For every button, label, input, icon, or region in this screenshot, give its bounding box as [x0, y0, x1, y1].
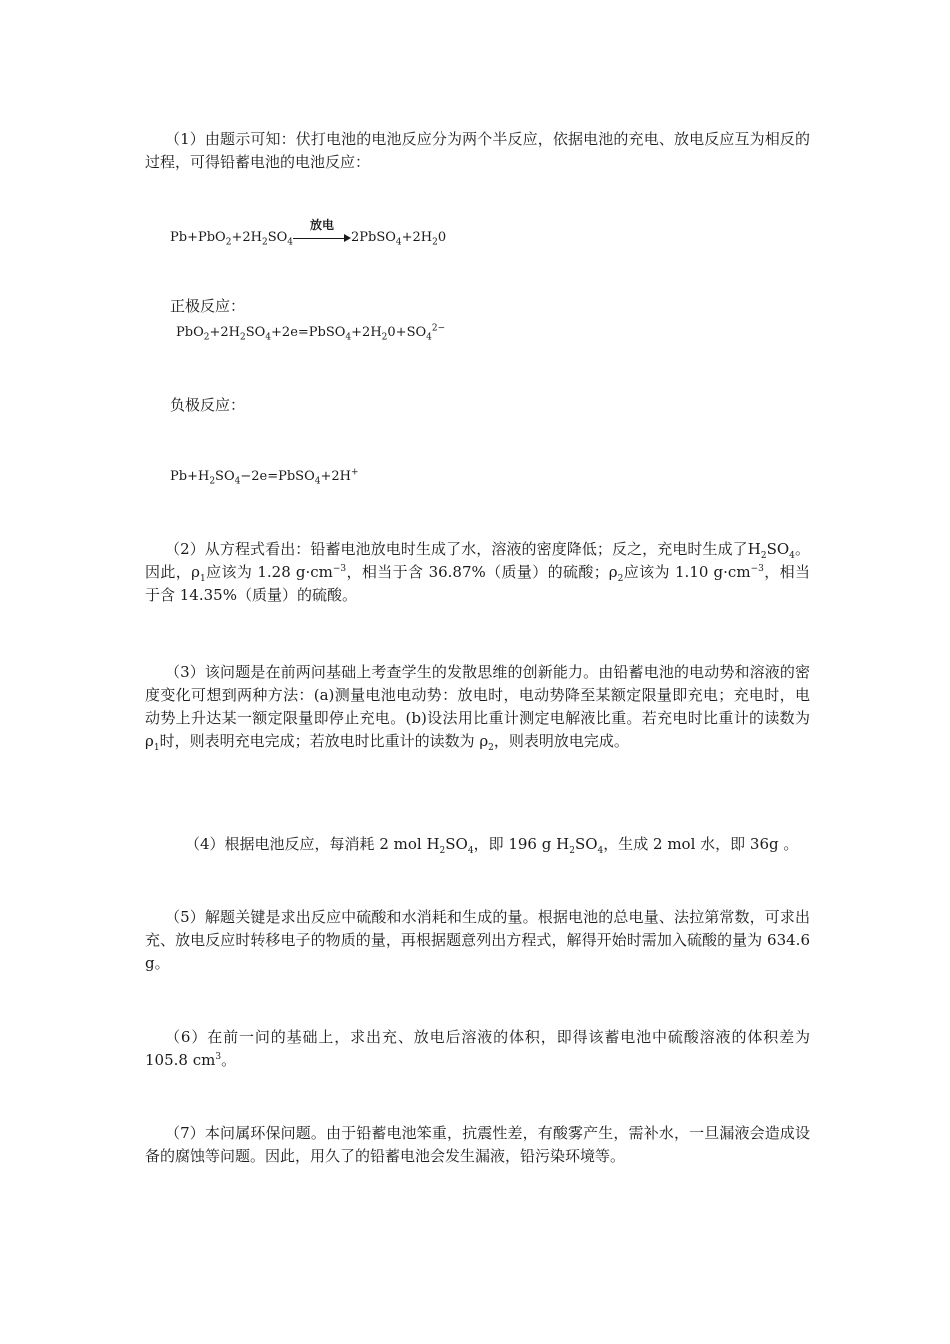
paragraph-3: （3）该问题是在前两问基础上考查学生的发散思维的创新能力。由铅蓄电池的电动势和溶液的密度变化可想到两种方法：(a)测量电池电动势：放电时，电动势降至某额定限量即充电；充电时，电动势上升达某一额定限量即停止充电。(b)设法用比重计测定电解液比重。若充电时比重计的读数为 $\rho_1$时，则表明充电完成；若放电时比重计的读数为 $\rho_2$，则表明放电完成。	[145, 663, 810, 753]
paragraph-1: （1）由题示可知：伏打电池的电池反应分为两个半反应，依据电池的充电、放电反应互为相反的过程，可得铅蓄电池的电池反应：	[145, 130, 810, 171]
arrow-head-icon	[344, 234, 351, 242]
paragraph-7: （7）本问属环保问题。由于铅蓄电池笨重，抗震性差，有酸雾产生，需补水，一旦漏液会造成设备的腐蚀等问题。因此，用久了的铅蓄电池会发生漏液，铅污染环境等。	[145, 1124, 810, 1165]
paragraph-4: （4）根据电池反应，每消耗 2 mol $H_2SO_4$，即 196 g $H_2SO_4$，生成 2 mol 水，即 36g 。	[185, 835, 799, 856]
equation-overall: $Pb+PbO_2+2H_2SO_4$ 放电 $2PbSO_4+2H_20$	[170, 218, 447, 248]
reaction-arrow	[293, 218, 351, 248]
paragraph-5: （5）解题关键是求出反应中硫酸和水消耗和生成的量。根据电池的总电量、法拉第常数，可求出充、放电反应时转移电子的物质的量，再根据题意列出方程式，解得开始时需加入硫酸的量为 634.6 g。	[145, 908, 810, 972]
equation-negative: $Pb+H_2SO_4-2e=PbSO_4+2H^+$	[170, 467, 359, 487]
equation-positive: $PbO_2+2H_2SO_4+2e=PbSO_4+2H_20+SO_4^{2-}$	[176, 323, 446, 343]
paragraph-6: （6）在前一问的基础上，求出充、放电后溶液的体积，即得该蓄电池中硫酸溶液的体积差为 105.8 $cm^3$。	[145, 1028, 810, 1069]
arrow-label-discharge: 放电	[309, 218, 334, 232]
paragraph-2: （2）从方程式看出：铅蓄电池放电时生成了水，溶液的密度降低；反之，充电时生成了$H_2SO_4$。因此，$\rho_1$应该为 1.28 $g\cdot cm^{-3}$，相当于含 36.87%（质量）的硫酸；$\rho_2$应该为 1.10 $g\cdot cm^{-3}$，相当于含 14.35%（质量）的硫酸。	[145, 540, 810, 604]
arrow-line	[293, 238, 345, 239]
positive-electrode-label: 正极反应：	[170, 297, 246, 315]
negative-electrode-label: 负极反应：	[170, 396, 246, 414]
